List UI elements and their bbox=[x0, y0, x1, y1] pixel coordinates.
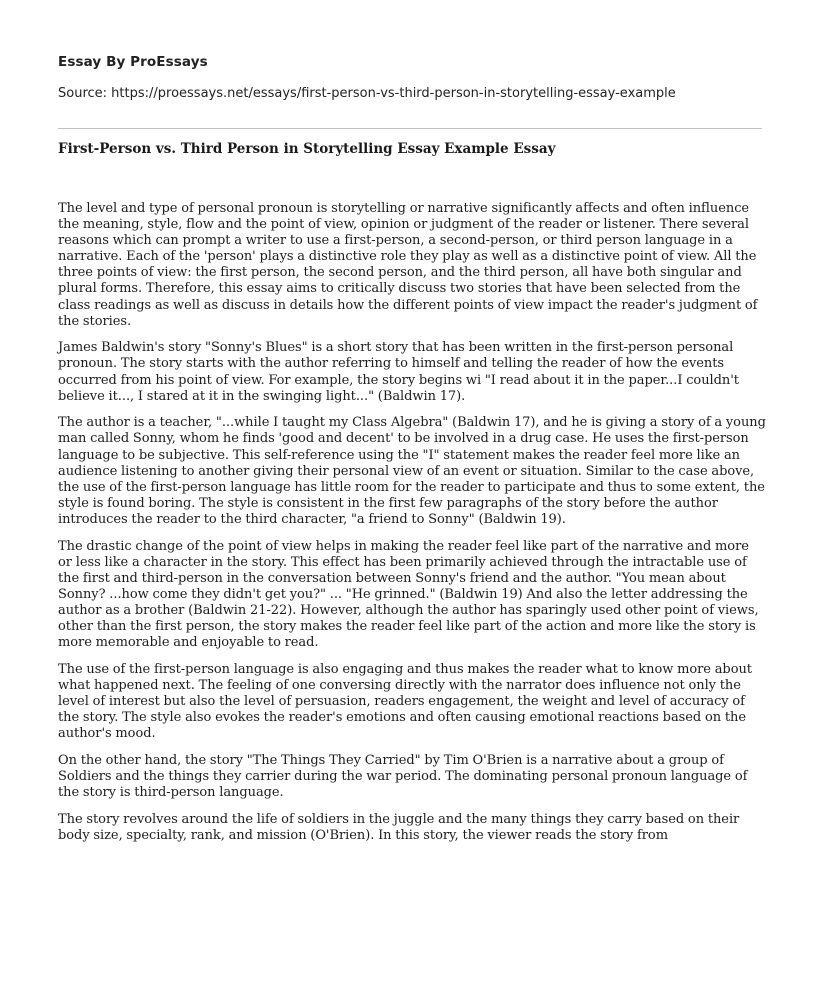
essay-body bbox=[58, 201, 766, 855]
essay-paragraph: The story revolves around the life of soldiers in the juggle and the many things they carry based on their body size, specialty, rank, and mission (O'Brien). In this story, the viewer reads the story from bbox=[58, 811, 740, 843]
essay-title: First-Person vs. Third Person in Storytelling Essay Example Essay bbox=[58, 141, 556, 157]
essay-paragraph: James Baldwin's story "Sonny's Blues" is a short story that has been written in the first-person personal pronoun. The story starts with the author referring to himself and telling the reader of how the events occurred from his point of view. For example, the story begins wi "I read about it in the paper...I couldn't believe it..., I stared at it in the swinging light..." (Baldwin 17). bbox=[58, 340, 739, 404]
essay-paragraph: The use of the first-person language is also engaging and thus makes the reader what to know more about what happened next. The feeling of one conversing directly with the narrator does influence not only the level of interest but also the level of persuasion, readers engagement, the weight and level of accuracy of the story. The style also evokes the reader's emotions and often causing emotional reactions based on the author's mood. bbox=[58, 661, 752, 742]
brand-heading: Essay By ProEssays bbox=[58, 54, 208, 70]
essay-paragraph: The author is a teacher, "...while I taught my Class Algebra" (Baldwin 17), and he is giving a story of a young man called Sonny, whom he finds 'good and decent' to be involved in a drug case. He uses the first-person language to be subjective. This self-reference using the "I" statement makes the reader feel more like an audience listening to another giving their personal view of an event or situation. Similar to the case above, the use of the first-person language has little room for the reader to participate and thus to some extent, the style is found boring. The style is consistent in the first few paragraphs of the story before the author introduces the reader to the third character, "a friend to Sonny" (Baldwin 19). bbox=[58, 415, 766, 527]
source-line: Source: https://proessays.net/essays/first-person-vs-third-person-in-storytelling-essay-example bbox=[58, 86, 676, 101]
header-divider bbox=[58, 128, 762, 129]
essay-paragraph: The level and type of personal pronoun is storytelling or narrative significantly affects and often influence the meaning, style, flow and the point of view, opinion or judgment of the reader or listener. There several reasons which can prompt a writer to use a first-person, a second-person, or third person language in a narrative. Each of the 'person' plays a distinctive role they play as well as a distinctive point of view. All the three points of view: the first person, the second person, and the third person, all have both singular and plural forms. Therefore, this essay aims to critically discuss two stories that have been selected from the class readings as well as discuss in details how the different points of view impact the reader's judgment of the stories. bbox=[58, 201, 758, 329]
essay-paragraph: On the other hand, the story "The Things They Carried" by Tim O'Brien is a narrative about a group of Soldiers and the things they carrier during the war period. The dominating personal pronoun language of the story is third-person language. bbox=[58, 752, 748, 801]
essay-paragraph: The drastic change of the point of view helps in making the reader feel like part of the narrative and more or less like a character in the story. This effect has been primarily achieved through the intractable use of the first and third-person in the conversation between Sonny's friend and the author. "You mean about Sonny? ...how come they didn't get you?" ... "He grinned." (Baldwin 19) And also the letter addressing the author as a brother (Baldwin 21-22). However, although the author has sparingly used other point of views, other than the first person, the story makes the reader feel like part of the action and more like the story is more memorable and enjoyable to read. bbox=[58, 538, 759, 651]
